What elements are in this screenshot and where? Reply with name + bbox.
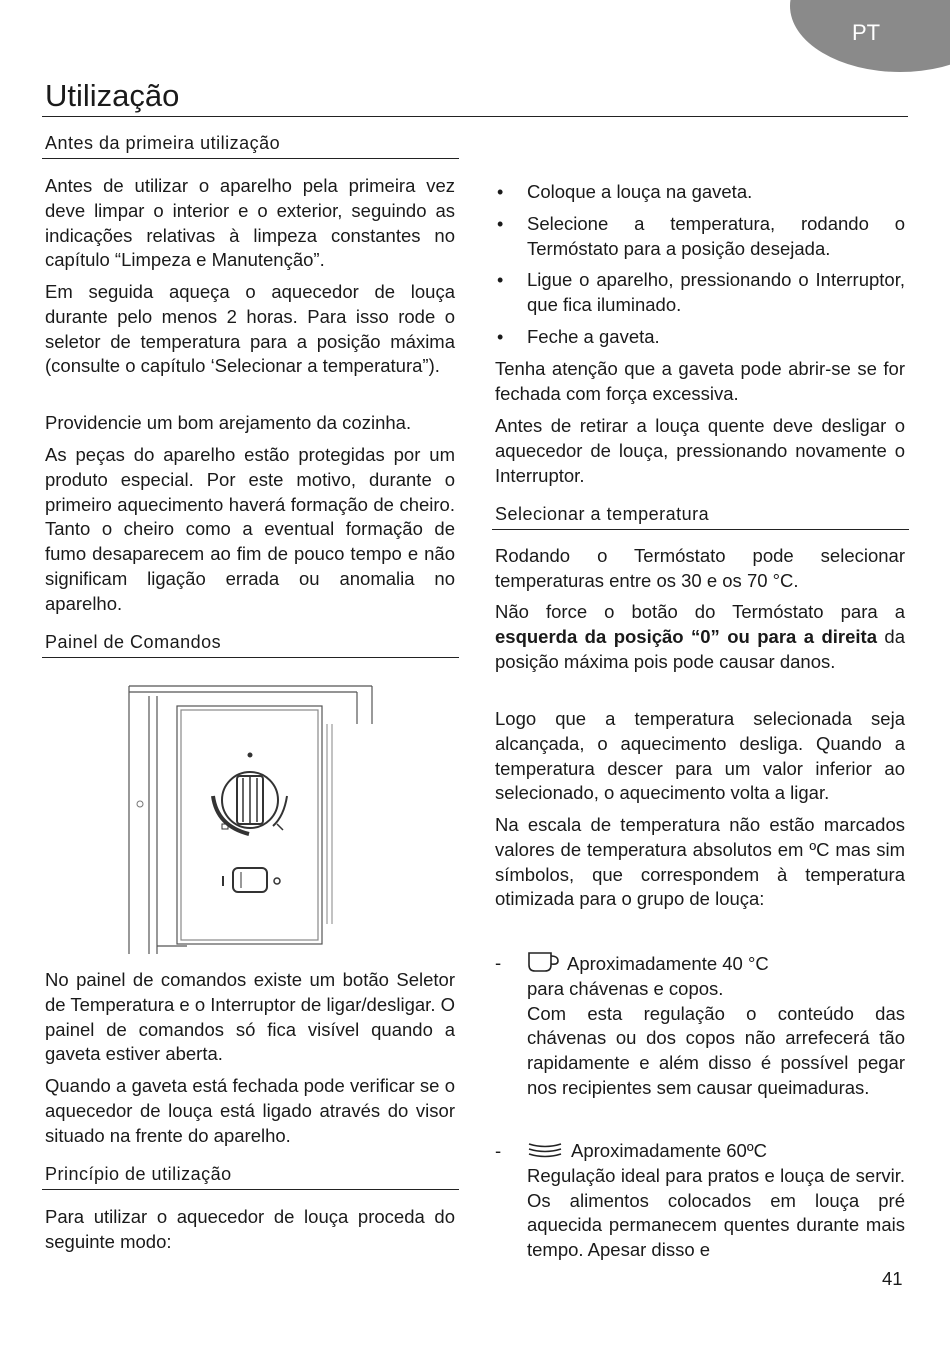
cup-icon (527, 951, 559, 973)
paragraph-warning (495, 600, 905, 674)
symbol-label: Aproximadamente 40 °C (567, 953, 769, 974)
paragraph: Em seguida aqueça o aquecedor de louça durante pelo menos 2 horas. Para isso rode o seletor de temperatura para a posição máxima (consulte o capítulo ‘Selecionar a temperatura”). (45, 281, 455, 377)
symbol-subtitle: para chávenas e copos. (527, 977, 724, 999)
title-divider (42, 116, 908, 117)
section-heading-usage-principle: Princípio de utilização (42, 1162, 459, 1190)
symbol-description: Com esta regulação o conteúdo das chávenas ou dos copos não arrefecerá tão rapidamente e além disso é possível pegar nos recipientes sem causar queimaduras. (527, 1002, 905, 1098)
thermostat-knob (213, 753, 287, 834)
paragraph: As peças do aparelho estão protegidas por um produto especial. Por este motivo, durante o primeiro aquecimento haverá formação de cheiro. Tanto o cheiro como a eventual formação de fumo desaparecem ao fim de pouco tempo e não significam ligação errada ou anomalia no aparelho. (45, 444, 455, 614)
paragraph: Providencie um bom arejamento da cozinha. (45, 412, 412, 433)
section-heading-select-temperature: Selecionar a temperatura (492, 502, 909, 530)
language-label: PT (852, 20, 881, 45)
paragraph: Tenha atenção que a gaveta pode abrir-se se for fechada com força excessiva. (495, 358, 905, 404)
section-heading-control-panel: Painel de Comandos (42, 630, 459, 658)
dash: - (495, 1140, 502, 1161)
list-item: • Ligue o aparelho, pressionando o Interruptor, que fica iluminado. (495, 268, 905, 318)
paragraph: Antes de retirar a louça quente deve desligar o aquecedor de louça, pressionando novamente o Interruptor. (495, 415, 905, 486)
paragraph: Na escala de temperatura não estão marcados valores de temperatura absolutos em ºC mas sim símbolos, que correspondem à temperatura otimizada para o grupo de louça: (495, 814, 905, 910)
paragraph: Para utilizar o aquecedor de louça proceda do seguinte modo: (45, 1206, 455, 1252)
paragraph: No painel de comandos existe um botão Seletor de Temperatura e o Interruptor de ligar/desligar. O painel de comandos só fica visível quando a gaveta estiver aberta. (45, 969, 455, 1065)
plates-stack-icon (527, 1140, 563, 1160)
page-number: 41 (882, 1268, 903, 1289)
usage-steps-list (495, 180, 905, 357)
language-tab (790, 0, 950, 72)
list-item: • Feche a gaveta. (495, 325, 905, 350)
page-title: Utilização (45, 78, 180, 113)
control-panel-illustration (127, 684, 377, 956)
dash: - (495, 952, 502, 973)
power-switch (223, 868, 280, 892)
list-item: • Coloque a louça na gaveta. (495, 180, 905, 205)
symbol-description: Regulação ideal para pratos e louça de servir. Os alimentos colocados em louça pré aquecida permanecem quentes durante mais tempo. Apesar disso e (527, 1164, 905, 1261)
warning-text-start: Não force o botão do Termóstato para a (495, 601, 905, 622)
paragraph: Quando a gaveta está fechada pode verificar se o aquecedor de louça está ligado através do visor situado na frente do aparelho. (45, 1075, 455, 1146)
paragraph: Logo que a temperatura selecionada seja alcançada, o aquecimento desliga. Quando a temperatura descer para um valor inferior ao selecionado, o aquecimento volta a ligar. (495, 708, 905, 804)
warning-text-bold: esquerda da posição “0” ou para a direita (495, 625, 877, 647)
list-item: • Selecione a temperatura, rodando o Termóstato para a posição desejada. (495, 212, 905, 262)
warning-text-end: da posição máxima pois pode causar danos. (495, 625, 906, 672)
symbol-label: Aproximadamente 60ºC (571, 1140, 767, 1161)
paragraph: Rodando o Termóstato pode selecionar temperaturas entre os 30 e os 70 °C. (495, 545, 905, 591)
paragraph: Antes de utilizar o aparelho pela primeira vez deve limpar o interior e o exterior, seguindo as indicações relativas à limpeza constantes no capítulo “Limpeza e Manutenção”. (45, 175, 455, 271)
section-heading-first-use: Antes da primeira utilização (42, 131, 459, 159)
